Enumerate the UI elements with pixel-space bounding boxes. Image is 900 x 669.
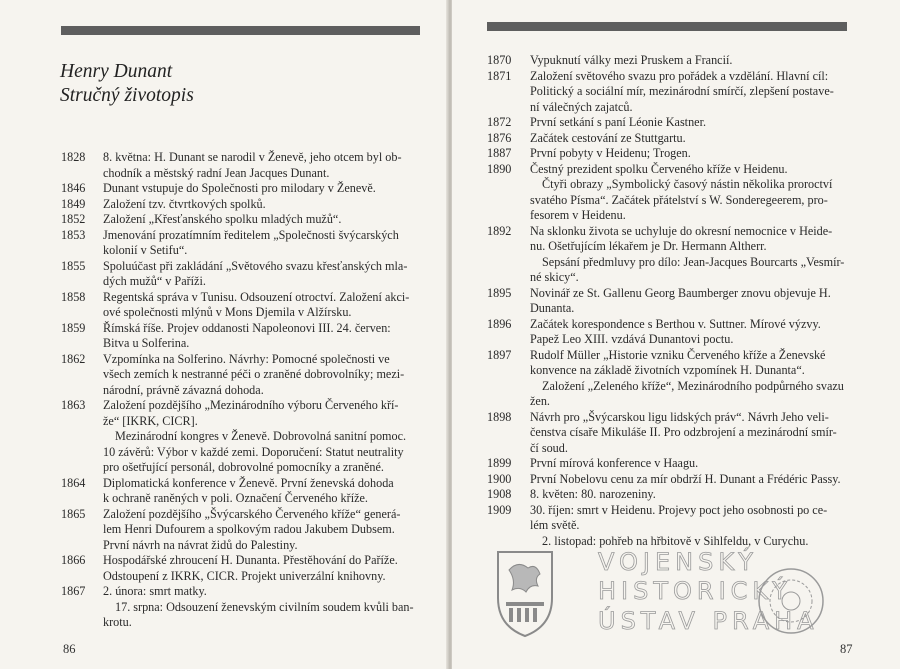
timeline-entry [61,352,421,399]
entry-text [103,398,421,476]
entry-line: Vzpomínka na Solferino. Návrhy: Pomocné společnosti ve [103,351,390,366]
entry-line: ní válečných zajatců. [530,99,633,114]
entry-line: všech zemích k nestranné péči o zraněné dobrovolníky; mezi- [103,367,405,381]
entry-line: čí soud. [530,440,568,455]
entry-text [530,456,849,472]
entry-line: Založení pozdějšího „Švýcarského Červeného kříže“ generá- [103,506,401,521]
entry-line: Jmenování prozatímním ředitelem „Společnosti švýcarských [103,227,399,242]
timeline-entry [61,228,421,259]
timeline-entry [487,503,849,550]
entry-year: 1863 [61,398,86,412]
timeline-entry [61,507,421,554]
title-name: Henry Dunant [60,61,173,82]
timeline-entry [61,259,421,290]
entry-line: konvence na základě životních vzpomínek H. Dunanta“. [530,363,805,377]
entry-line: k ochraně raněných v poli. Označení Červeného kříže. [103,491,368,505]
entry-text [103,507,421,554]
entry-year: 1828 [61,150,86,164]
entry-line: Papež Leo XIII. vzdává Dunantovi poctu. [530,332,734,346]
entry-year: 1864 [61,475,86,490]
entry-line: Založení tzv. čtvrtkových spolků. [103,196,266,211]
library-stamp [494,548,834,648]
entry-line: že“ [IKRK, CICR]. [103,413,198,428]
entry-line: Mezinárodní kongres v Ženevě. Dobrovolná sanitní pomoc. [115,429,407,443]
timeline-entry [61,321,421,352]
entry-year: 1892 [487,223,512,238]
entry-text [103,321,421,352]
timeline-entry [61,584,421,631]
timeline-entry [487,69,849,116]
entry-year: 1900 [487,471,512,486]
entry-text [530,224,849,286]
entry-line: První Nobelovu cenu za mír obdrží H. Dunant a Frédéric Passy. [530,471,841,486]
timeline-entry [61,212,421,228]
entry-year: 1862 [61,351,86,366]
entry-year: 1859 [61,320,86,335]
entry-line: Odstoupení z IKRK, CICR. Projekt univerzální knihovny. [103,568,386,583]
entry-text [530,410,849,457]
entry-line: Začátek korespondence s Berthou v. Suttner. Mírové výzvy. [530,316,821,331]
entry-line: nu. Ošetřujícím lékařem je Dr. Hermann Altherr. [530,239,767,253]
entry-year: 1849 [61,196,86,211]
entry-line: národní, právně závazná dohoda. [103,382,264,397]
entry-line: 10 závěrů: Výbor v každé zemi. Doporučení: Statut neutrality [103,444,404,459]
entry-year: 1898 [487,409,512,424]
timeline-entry [487,487,849,503]
entry-line: Dunant vstupuje do Společnosti pro milodary v Ženevě. [103,181,376,195]
entry-year: 1852 [61,212,86,226]
entry-text [530,472,849,488]
entry-line: Novinář ze St. Gallenu Georg Baumberger znovu objevuje H. [530,285,831,300]
entry-text [103,181,421,197]
entry-text [103,259,421,290]
timeline-list [61,150,421,631]
entry-line: Sepsání předmluvy pro dílo: Jean-Jacques Bourcarts „Vesmír- [542,254,845,269]
entry-line: Návrh pro „Švýcarskou ligu lidských práv“. Návrh Jeho veli- [530,409,829,424]
entry-year: 1899 [487,456,512,470]
entry-line: Čestný prezident spolku Červeného kříže v Heidenu. [530,161,788,176]
entry-line: Vypuknutí války mezi Pruskem a Francií. [530,53,733,67]
timeline-entry [487,348,849,410]
entry-line: krotu. [103,615,132,629]
entry-line: chodník a městský radní Jean Jacques Dunant. [103,165,330,180]
entry-text [103,290,421,321]
entry-line: čenstva císaře Mikuláše II. Pro odzbrojení a mezinárodní smír- [530,425,837,439]
entry-text [103,197,421,213]
timeline-entry [61,476,421,507]
entry-line: 2. února: smrt matky. [103,584,207,598]
timeline-entry [487,286,849,317]
round-seal-icon [756,566,826,636]
entry-line: lem Henri Dufourem a spolkovým radou Jakubem Dubsem. [103,522,395,536]
entry-line: žen. [530,394,550,408]
entry-year: 1853 [61,227,86,242]
page-number: 87 [840,642,853,656]
timeline-entry [487,131,849,147]
entry-line: První návrh na návrat židů do Palestiny. [103,537,298,552]
entry-text [530,503,849,550]
entry-line: Hospodářské zhroucení H. Dunanta. Přestěhování do Paříže. [103,553,398,567]
entry-line: 8. května: H. Dunant se narodil v Ženevě, jeho otcem byl ob- [103,150,402,164]
entry-text [103,150,421,181]
entry-year: 1867 [61,584,86,598]
entry-text [530,115,849,131]
entry-year: 1890 [487,161,512,176]
entry-line: Založení „Zeleného kříže“, Mezinárodního podpůrného svazu [542,378,844,393]
stamp-line: VOJENSKÝ [598,548,758,576]
entry-line: fesorem v Heidenu. [530,208,626,222]
entry-year: 1871 [487,68,512,83]
timeline-entry [487,224,849,286]
entry-line: Založení „Křesťanského spolku mladých mužů“. [103,212,342,226]
entry-line: 17. srpna: Odsouzení ženevským civilním soudem kvůli ban- [115,599,414,614]
entry-line: Spoluúčast při zakládání „Světového svazu křesťanských mla- [103,258,408,273]
entry-text [103,476,421,507]
entry-year: 1846 [61,181,86,195]
header-bar [487,22,847,31]
entry-line: 8. květen: 80. narozeniny. [530,487,656,501]
entry-year: 1876 [487,130,512,145]
timeline-entry [487,115,849,131]
entry-year: 1866 [61,553,86,567]
entry-year: 1909 [487,502,512,517]
timeline-entry [487,456,849,472]
timeline-entry [61,197,421,213]
entry-text [530,348,849,410]
stamp-line: ÚSTAV PRAHA [598,607,819,635]
entry-year: 1870 [487,53,512,67]
entry-line: kolonií v Setifu“. [103,243,188,257]
left-page [0,0,448,669]
entry-year: 1887 [487,146,512,160]
entry-line: Regentská správa v Tunisu. Odsouzení otroctví. Založení akci- [103,289,410,304]
entry-text [103,228,421,259]
entry-text [530,69,849,116]
timeline-entry [61,553,421,584]
entry-line: pro ošetřující personál, dobrovolné pomocníky a zraněné. [103,460,384,474]
entry-line: né skicy“. [530,270,579,284]
entry-line: První mírová konference v Haagu. [530,456,699,470]
timeline-entry [61,398,421,476]
entry-year: 1855 [61,258,86,273]
timeline-entry [487,317,849,348]
entry-line: Na sklonku života se uchyluje do okresní nemocnice v Heide- [530,223,833,238]
entry-text [530,131,849,147]
entry-text [103,352,421,399]
entry-line: lém světě. [530,518,580,532]
timeline-entry [487,410,849,457]
entry-line: Založení pozdějšího „Mezinárodního výboru Červeného kří- [103,398,399,412]
entry-line: Bitva u Solferina. [103,336,190,350]
timeline-entry [487,472,849,488]
entry-year: 1865 [61,506,86,521]
entry-text [530,317,849,348]
entry-text [530,286,849,317]
timeline-entry [487,162,849,224]
entry-line: Založení světového svazu pro pořádek a vzdělání. Hlavní cíl: [530,68,829,83]
entry-line: První setkání s paní Léonie Kastner. [530,115,707,129]
timeline-entry [487,146,849,162]
timeline-entry [61,150,421,181]
shield-emblem-icon [494,548,556,640]
timeline-entry [487,53,849,69]
timeline-list [487,53,849,549]
title-subtitle: Stručný životopis [60,85,194,106]
entry-text [103,584,421,631]
entry-line: První pobyty v Heidenu; Trogen. [530,146,691,160]
header-bar [61,26,420,35]
entry-line: Čtyři obrazy „Symbolický časový nástin několika proroctví [542,177,833,191]
entry-line: 2. listopad: pohřeb na hřbitově v Sihlfeldu, v Curychu. [542,533,809,548]
entry-line: Římská říše. Projev oddanosti Napoleonovi III. 24. červen: [103,320,391,335]
entry-year: 1872 [487,115,512,129]
entry-line: Rudolf Müller „Historie vzniku Červeného kříže a Ženevské [530,347,826,362]
entry-text [530,146,849,162]
entry-line: dých mužů“ v Paříži. [103,274,206,288]
entry-line: 30. říjen: smrt v Heidenu. Projevy poct jeho osobnosti po ce- [530,502,828,517]
page-number: 86 [63,642,76,656]
entry-year: 1896 [487,316,512,331]
entry-line: svatého Písma“. Začátek přátelství s W. Sonderegeerem, pro- [530,192,828,207]
entry-year: 1895 [487,285,512,300]
entry-year: 1908 [487,487,512,501]
entry-year: 1897 [487,347,512,362]
stamp-line: HISTORICKÝ [598,577,792,605]
entry-year: 1858 [61,289,86,304]
entry-text [103,212,421,228]
entry-line: Diplomatická konference v Ženevě. První ženevská dohoda [103,475,394,490]
entry-text [530,53,849,69]
timeline-entry [61,181,421,197]
entry-line: Politický a sociální mír, mezinárodní smírčí, zlepšení postave- [530,84,834,98]
entry-text [530,487,849,503]
right-page [452,0,900,669]
entry-line: Dunanta. [530,301,575,315]
entry-text [103,553,421,584]
entry-line: Začátek cestování ze Stuttgartu. [530,130,686,145]
timeline-entry [61,290,421,321]
entry-text [530,162,849,224]
entry-line: ové společnosti mlýnů v Mons Djemila v Alžírsku. [103,305,352,319]
